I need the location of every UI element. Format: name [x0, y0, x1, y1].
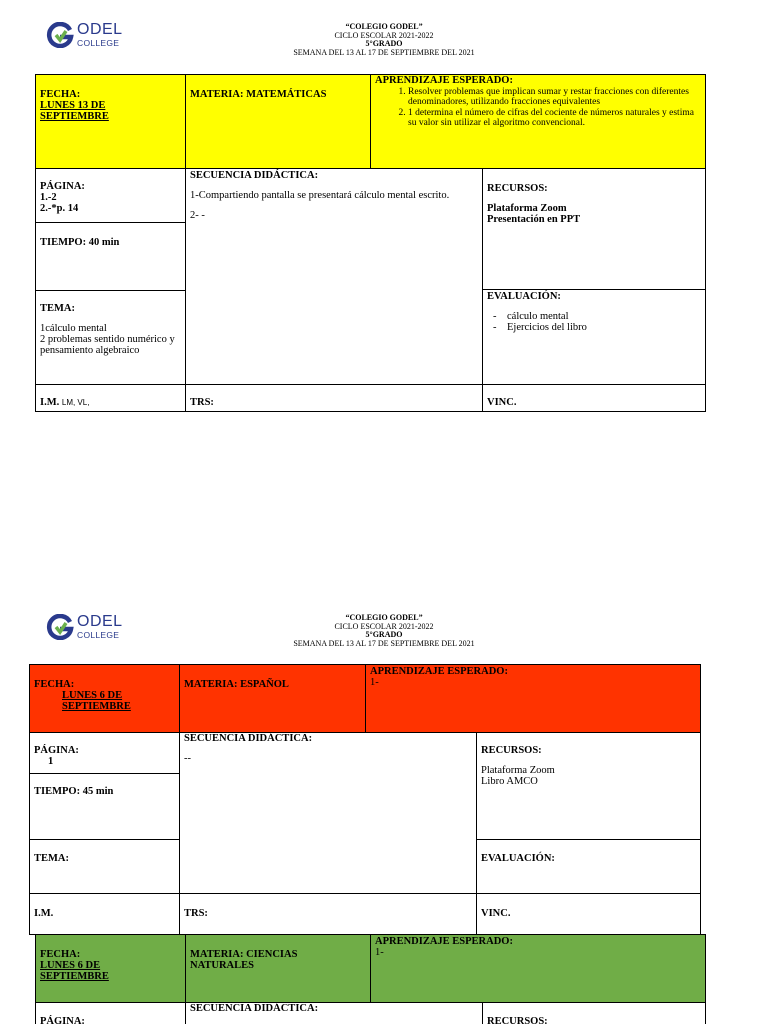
fecha-line1: LUNES 6 DE: [62, 690, 123, 701]
tema-cell: [35, 290, 186, 385]
tema-label: TEMA:: [40, 303, 75, 314]
fecha-label: FECHA:: [34, 679, 75, 690]
aprendizaje-cell: [370, 934, 706, 1003]
fecha-cell: [29, 664, 180, 733]
evaluacion-label: EVALUACIÓN:: [487, 291, 561, 302]
school-week: SEMANA DEL 13 AL 17 DE SEPTIEMBRE DEL 2021: [293, 638, 475, 648]
aprendizaje-item: 1-: [375, 947, 384, 958]
im-cell: [35, 384, 186, 412]
recurso-item: Plataforma Zoom: [481, 765, 555, 776]
vinc-cell: [482, 384, 706, 412]
tiempo-label: TIEMPO: 45 min: [34, 786, 114, 797]
evaluacion-item: - cálculo mental: [507, 311, 701, 322]
secuencia-label: SECUENCIA DIDÁCTICA:: [190, 1003, 319, 1014]
secuencia-step: 2- -: [190, 210, 205, 221]
evaluacion-item: - Ejercicios del libro: [507, 322, 701, 333]
recursos-cell: [476, 732, 701, 840]
tema-item: 1cálculo mental: [40, 323, 107, 334]
im-value: LM, VL,: [61, 398, 90, 407]
secuencia-step: 1-Compartiendo pantalla se presentará cálculo mental escrito.: [190, 190, 450, 201]
vinc-label: VINC.: [487, 397, 517, 408]
aprendizaje-cell: [365, 664, 701, 733]
logo-subtext: COLLEGE: [77, 630, 120, 641]
recursos-cell: [482, 168, 706, 290]
materia-cell: [185, 74, 371, 169]
pagina-label: PÁGINA:: [40, 181, 85, 192]
tiempo-cell: [29, 773, 180, 840]
logo-text: ODEL: [77, 21, 123, 39]
aprendizaje-item: 1-: [370, 677, 379, 688]
materia-cell: [185, 934, 371, 1003]
materia-cell: [179, 664, 366, 733]
trs-label: TRS:: [184, 908, 208, 919]
im-label: I.M.: [40, 397, 60, 408]
fecha-label: FECHA:: [40, 89, 81, 100]
page-header: [0, 23, 768, 57]
page-header: [0, 614, 768, 648]
secuencia-label: SECUENCIA DIDÁCTICA:: [184, 733, 313, 744]
materia-line1: MATERIA: CIENCIAS: [190, 949, 298, 960]
recurso-item: Presentación en PPT: [487, 214, 581, 225]
pagina-cell: [35, 168, 186, 223]
aprendizaje-cell: [370, 74, 706, 169]
pagina-cell: [29, 732, 180, 774]
fecha-line2: SEPTIEMBRE: [62, 701, 131, 712]
secuencia-label: SECUENCIA DIDÁCTICA:: [190, 170, 319, 181]
secuencia-cell: [185, 168, 483, 385]
school-grade: 5°GRADO: [365, 39, 403, 48]
fecha-line1: LUNES 6 DE: [40, 960, 101, 971]
recursos-label: RECURSOS:: [487, 183, 548, 194]
pagina-cell: [35, 1002, 186, 1027]
pagina-value: 1: [48, 756, 54, 767]
tema-cell: [29, 839, 180, 894]
aprendizaje-item: 2. 1 determina el número de cifras del cociente de números naturales y estima su valor sin utilizar el algoritmo convencional.: [408, 108, 701, 129]
fecha-line2: SEPTIEMBRE: [40, 111, 109, 122]
fecha-cell: [35, 74, 186, 169]
tiempo-cell: [35, 222, 186, 291]
materia-label: MATERIA: MATEMÁTICAS: [190, 89, 327, 100]
aprendizaje-label: APRENDIZAJE ESPERADO:: [375, 75, 513, 86]
school-name: “COLEGIO GODEL”: [345, 613, 423, 622]
materia-label: MATERIA: ESPAÑOL: [184, 679, 289, 690]
school-cycle: CICLO ESCOLAR 2021-2022: [334, 621, 434, 631]
school-week: SEMANA DEL 13 AL 17 DE SEPTIEMBRE DEL 2021: [293, 47, 475, 57]
pagina-value: 1.-2: [40, 192, 57, 203]
aprendizaje-item: 1. Resolver problemas que implican sumar y restar fracciones con diferentes denominadores, utilizando fracciones equivalentes: [408, 87, 701, 108]
recursos-label: RECURSOS:: [481, 745, 542, 756]
school-cycle: CICLO ESCOLAR 2021-2022: [334, 30, 434, 40]
recurso-item: Plataforma Zoom: [487, 203, 567, 214]
fecha-cell: [35, 934, 186, 1003]
trs-label: TRS:: [190, 397, 214, 408]
logo-text: ODEL: [77, 613, 123, 631]
school-grade: 5°GRADO: [365, 630, 403, 639]
evaluacion-cell: [482, 289, 706, 385]
logo-subtext: COLLEGE: [77, 38, 120, 49]
secuencia-cell: [179, 732, 477, 894]
recursos-cell: [482, 1002, 706, 1027]
im-cell: [29, 893, 180, 935]
fecha-label: FECHA:: [40, 949, 81, 960]
aprendizaje-list: [375, 87, 701, 129]
secuencia-cell: [185, 1002, 483, 1024]
pagina-value: 2.-*p. 14: [40, 203, 79, 214]
pagina-label: PÁGINA:: [40, 1016, 85, 1027]
aprendizaje-label: APRENDIZAJE ESPERADO:: [375, 936, 513, 947]
materia-line2: NATURALES: [190, 960, 254, 971]
trs-cell: [185, 384, 483, 412]
vinc-cell: [476, 893, 701, 935]
evaluacion-label: EVALUACIÓN:: [481, 853, 555, 864]
school-name: “COLEGIO GODEL”: [345, 22, 423, 31]
tema-item: 2 problemas sentido numérico y pensamiento algebraico: [40, 334, 175, 356]
fecha-line2: SEPTIEMBRE: [40, 971, 109, 982]
secuencia-step: --: [184, 753, 191, 764]
recurso-item: Libro AMCO: [481, 776, 538, 787]
tiempo-label: TIEMPO: 40 min: [40, 237, 120, 248]
trs-cell: [179, 893, 477, 935]
recursos-label: RECURSOS:: [487, 1016, 548, 1027]
evaluacion-cell: [476, 839, 701, 894]
pagina-label: PÁGINA:: [34, 745, 79, 756]
im-label: I.M.: [34, 908, 54, 919]
fecha-line1: LUNES 13 DE: [40, 100, 106, 111]
vinc-label: VINC.: [481, 908, 511, 919]
aprendizaje-label: APRENDIZAJE ESPERADO:: [370, 666, 508, 677]
evaluacion-list: [487, 311, 701, 333]
tema-label: TEMA:: [34, 853, 69, 864]
